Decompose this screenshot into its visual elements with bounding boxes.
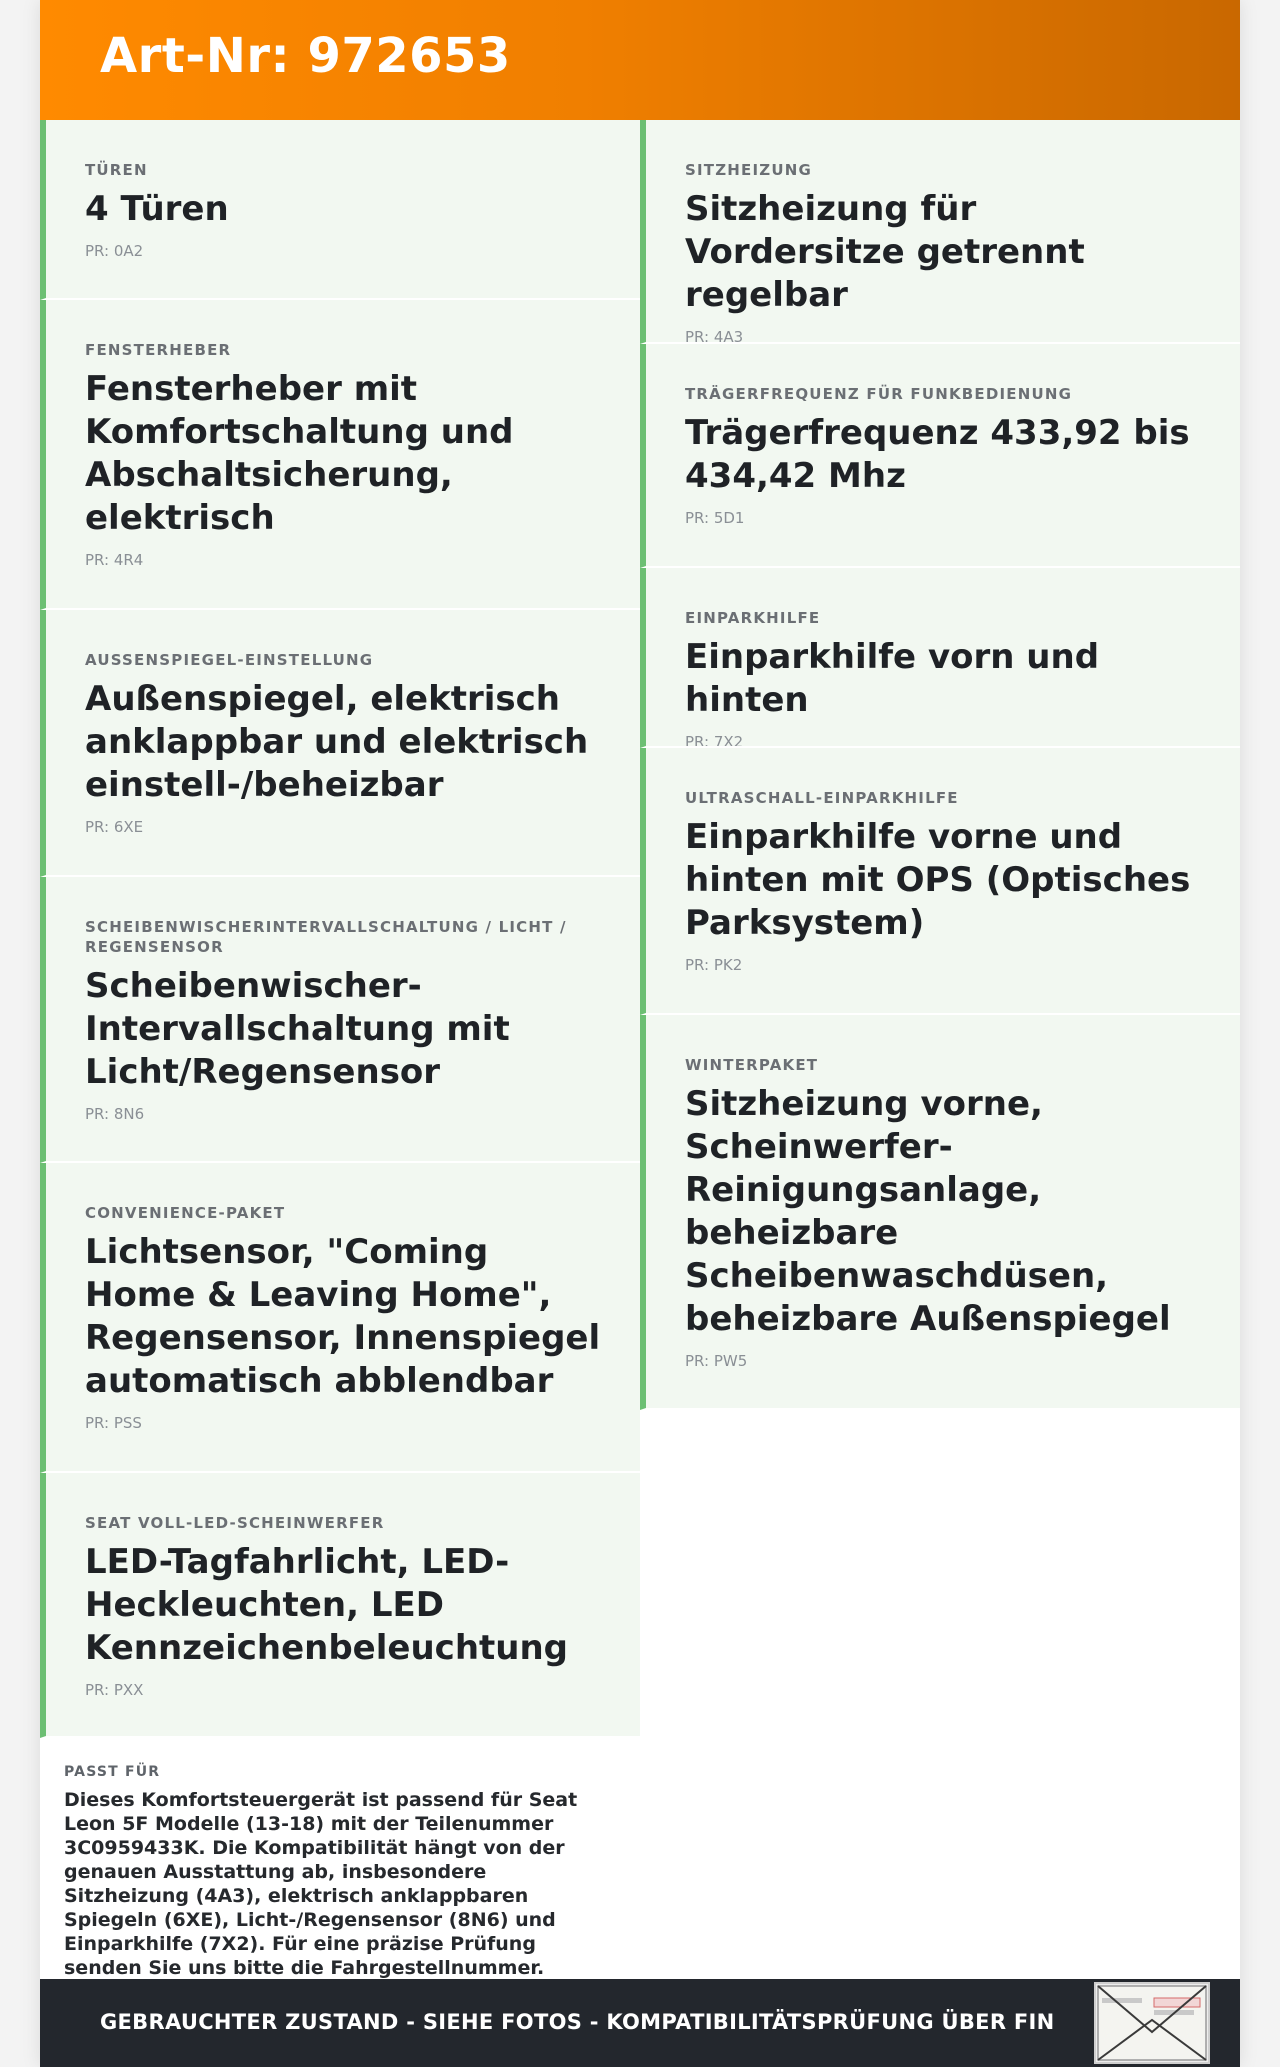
feature-value: Fensterheber mit Komfortschaltung und Abschaltsicherung, elektrisch: [85, 369, 514, 538]
feature-value: 4 Türen: [85, 189, 229, 229]
feature-card-einparkhilfe: [640, 568, 1240, 748]
header-bar: [40, 0, 1240, 120]
feature-value: Einparkhilfe vorn und hinten: [685, 637, 1100, 720]
feature-pr-code: PR: PSS: [85, 1414, 142, 1432]
feature-label: AUSSENSPIEGEL-EINSTELLUNG: [85, 651, 374, 669]
feature-pr-code: PR: 7X2: [685, 733, 744, 748]
feature-card-ultraschall-einparkhilfe: [640, 748, 1240, 1015]
feature-label: ULTRASCHALL-EINPARKHILFE: [685, 789, 959, 807]
feature-label: TRÄGERFREQUENZ FÜR FUNKBEDIENUNG: [685, 385, 1073, 403]
feature-pr-code: PR: 0A2: [85, 242, 144, 260]
feature-pr-code: PR: PW5: [685, 1352, 748, 1370]
compatibility-text: Dieses Komfortsteuergerät ist passend für Seat Leon 5F Modelle (13-18) mit der Teilenummer 3C0959433K. Die Kompatibilität hängt von der genauen Ausstattung ab, insbesondere Sitzheizung (4A3), elektrisch anklappbaren Spiegeln (6XE), Licht-/Regensensor (8N6) und Einparkhilfe (7X2). Für eine präzise Prüfung senden Sie uns bitte die Fahrgestellnummer.: [64, 1789, 578, 1979]
feature-pr-code: PR: PXX: [85, 1681, 144, 1699]
features-right-column: [640, 120, 1240, 1410]
compatibility-section: [40, 1738, 640, 1980]
feature-pr-code: PR: 6XE: [85, 818, 144, 836]
feature-label: FENSTERHEBER: [85, 341, 232, 359]
feature-label: SITZHEIZUNG: [685, 161, 812, 179]
features-left-column: [40, 120, 640, 1738]
feature-value: Außenspiegel, elektrisch anklappbar und elektrisch einstell-/beheizbar: [85, 679, 589, 805]
footer-condition-text: GEBRAUCHTER ZUSTAND - SIEHE FOTOS - KOMPATIBILITÄTSPRÜFUNG ÜBER FIN: [100, 2010, 1055, 2034]
envelope-label-icon: [1094, 1982, 1210, 2064]
feature-card-fensterheber: [40, 300, 640, 610]
feature-card-aussenspiegel: [40, 610, 640, 877]
feature-label: WINTERPAKET: [685, 1056, 819, 1074]
feature-card-convenience-paket: [40, 1163, 640, 1473]
feature-label: SEAT VOLL-LED-SCHEINWERFER: [85, 1514, 385, 1532]
feature-label: EINPARKHILFE: [685, 609, 821, 627]
article-number-title: Art-Nr: 972653: [100, 28, 511, 84]
product-sheet: [40, 0, 1240, 2067]
feature-pr-code: PR: 4A3: [685, 328, 744, 344]
feature-value: Trägerfrequenz 433,92 bis 434,42 Mhz: [685, 413, 1190, 496]
feature-card-traegerfrequenz: [640, 344, 1240, 568]
feature-pr-code: PR: 4R4: [85, 551, 144, 569]
feature-value: Einparkhilfe vorne und hinten mit OPS (Optisches Parksystem): [685, 817, 1191, 943]
feature-card-led-scheinwerfer: [40, 1473, 640, 1738]
feature-value: Sitzheizung vorne, Scheinwerfer-Reinigungsanlage, beheizbare Scheibenwaschdüsen, beheizbare Außenspiegel: [685, 1084, 1171, 1339]
feature-card-winterpaket: [640, 1015, 1240, 1410]
feature-value: LED-Tagfahrlicht, LED-Heckleuchten, LED Kennzeichenbeleuchtung: [85, 1542, 569, 1668]
feature-card-tueren: [40, 120, 640, 300]
feature-label: SCHEIBENWISCHERINTERVALLSCHALTUNG / LICHT / REGENSENSOR: [85, 918, 567, 956]
feature-value: Sitzheizung für Vordersitze getrennt regelbar: [685, 189, 1085, 315]
footer-bar: [40, 1979, 1240, 2067]
feature-pr-code: PR: PK2: [685, 956, 743, 974]
feature-card-scheibenwischer: [40, 877, 640, 1163]
feature-card-sitzheizung: [640, 120, 1240, 344]
feature-pr-code: PR: 8N6: [85, 1105, 145, 1123]
compatibility-label: PASST FÜR: [64, 1764, 161, 1780]
feature-pr-code: PR: 5D1: [685, 509, 745, 527]
feature-value: Scheibenwischer-Intervallschaltung mit Licht/Regensensor: [85, 966, 510, 1092]
feature-label: TÜREN: [85, 161, 148, 179]
feature-label: CONVENIENCE-PAKET: [85, 1204, 286, 1222]
feature-value: Lichtsensor, "Coming Home & Leaving Home", Regensensor, Innenspiegel automatisch abblendbar: [85, 1232, 601, 1401]
